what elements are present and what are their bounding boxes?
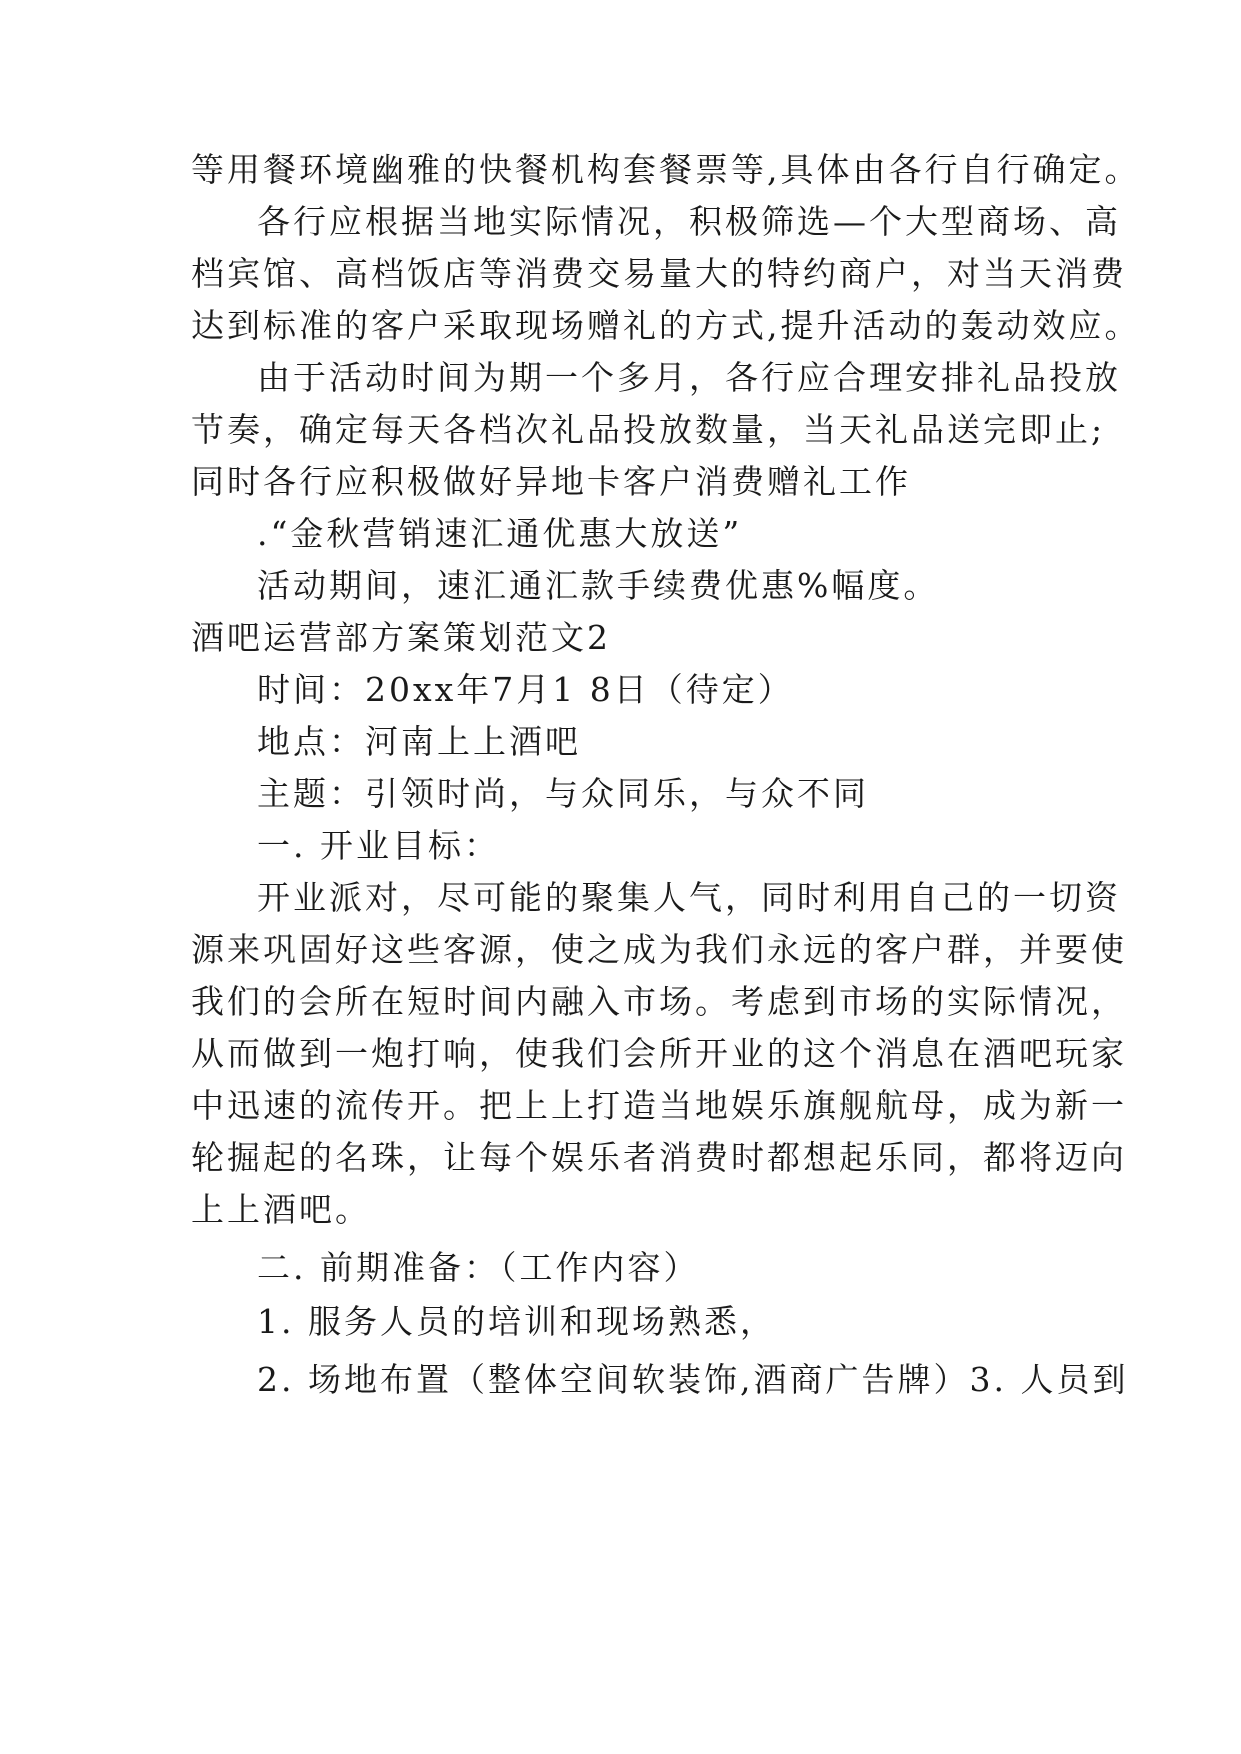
text-line: 一. 开业目标：: [257, 826, 500, 865]
text-line: 2. 场地布置（整体空间软装饰,酒商广告牌）3. 人员到: [257, 1360, 1129, 1399]
text-line: 活动期间，速汇通汇款手续费优惠%幅度。: [257, 566, 940, 605]
text-line: 时间：20xx年7月1 8日（待定）: [257, 670, 794, 709]
text-line: 节奏，确定每天各档次礼品投放数量，当天礼品送完即止;: [191, 410, 1106, 449]
section-heading: 酒吧运营部方案策划范文2: [191, 618, 611, 657]
text-line: 主题：引领时尚，与众同乐，与众不同: [257, 774, 869, 813]
text-line: .“金秋营销速汇通优惠大放送”: [257, 514, 743, 553]
text-line: 地点：河南上上酒吧: [257, 722, 581, 761]
text-line: 档宾馆、高档饭店等消费交易量大的特约商户，对当天消费: [191, 254, 1127, 293]
text-line: 中迅速的流传开。把上上打造当地娱乐旗舰航母，成为新一: [191, 1086, 1127, 1125]
text-line: 轮掘起的名珠，让每个娱乐者消费时都想起乐同，都将迈向: [191, 1138, 1127, 1177]
text-line: 我们的会所在短时间内融入市场。考虑到市场的实际情况，: [191, 982, 1127, 1021]
text-line: 1. 服务人员的培训和现场熟悉，: [257, 1302, 776, 1341]
text-line: 开业派对，尽可能的聚集人气，同时利用自己的一切资: [257, 878, 1121, 917]
text-line: 从而做到一炮打响，使我们会所开业的这个消息在酒吧玩家: [191, 1034, 1127, 1073]
text-line: 同时各行应积极做好异地卡客户消费赠礼工作: [191, 462, 911, 501]
text-line: 等用餐环境幽雅的快餐机构套餐票等,具体由各行自行确定。: [191, 150, 1141, 189]
text-line: 各行应根据当地实际情况，积极筛选—个大型商场、高: [257, 202, 1121, 241]
text-line: 达到标准的客户采取现场赠礼的方式,提升活动的轰动效应。: [191, 306, 1141, 345]
text-line: 由于活动时间为期一个多月，各行应合理安排礼品投放: [257, 358, 1121, 397]
text-line: 源来巩固好这些客源，使之成为我们永远的客户群，并要使: [191, 930, 1127, 969]
text-line: 二. 前期准备：（工作内容）: [257, 1248, 700, 1287]
text-line: 上上酒吧。: [191, 1190, 371, 1229]
